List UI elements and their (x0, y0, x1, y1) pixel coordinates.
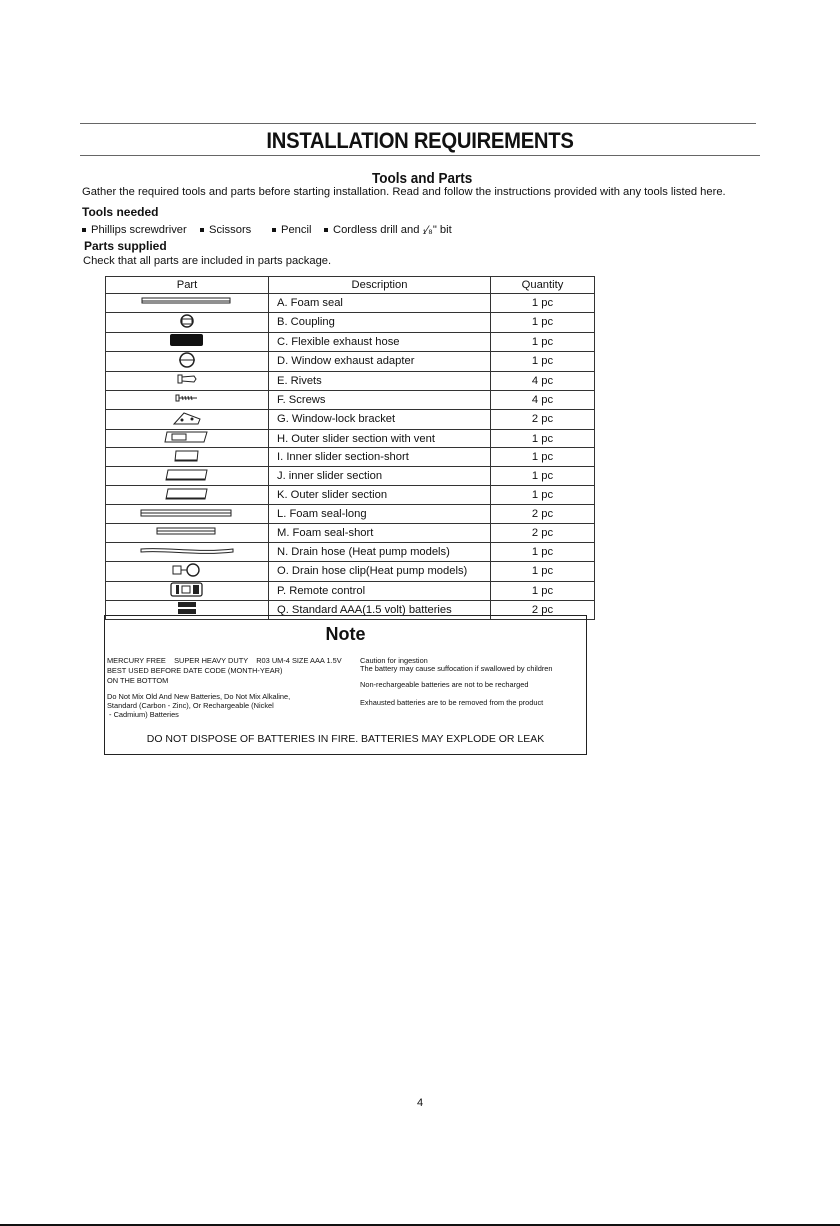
description-cell: A. Foam seal (269, 294, 491, 313)
quantity-cell: 2 pc (491, 409, 595, 429)
table-row (106, 371, 595, 390)
table-row (106, 351, 595, 371)
table-row (106, 294, 595, 313)
note-text: Caution for ingestion (360, 656, 428, 665)
parts-note: Check that all parts are included in parts package. (83, 255, 332, 267)
part-cell (106, 486, 269, 505)
note-text: - Cadmium) Batteries (107, 710, 179, 719)
bullet-icon (82, 228, 86, 232)
description-cell: E. Rivets (269, 371, 491, 390)
quantity-cell: 1 pc (491, 561, 595, 581)
note-text: Standard (Carbon - Zinc), Or Rechargeable (Nickel (107, 701, 274, 710)
table-row (106, 312, 595, 332)
column-header: Description (269, 277, 491, 294)
part-cell (106, 390, 269, 409)
batteries-icon (177, 601, 197, 615)
description-cell: I. Inner slider section-short (269, 448, 491, 467)
part-cell (106, 351, 269, 371)
description-cell: H. Outer slider section with vent (269, 429, 491, 448)
description-cell: C. Flexible exhaust hose (269, 332, 491, 351)
page-title: INSTALLATION REQUIREMENTS (266, 128, 574, 153)
quantity-cell: 1 pc (491, 429, 595, 448)
table-row (106, 505, 595, 524)
screw-icon (175, 393, 199, 403)
description-cell: D. Window exhaust adapter (269, 351, 491, 371)
foam-seal-icon (141, 295, 233, 307)
quantity-cell: 1 pc (491, 332, 595, 351)
tool-item: Cordless drill and ₁⁄₈" bit (324, 224, 452, 236)
page-number: 4 (416, 1097, 424, 1109)
quantity-cell: 4 pc (491, 390, 595, 409)
top-rule (80, 123, 756, 124)
quantity-cell: 1 pc (491, 351, 595, 371)
tool-item: Phillips screwdriver (82, 224, 187, 236)
bullet-icon (200, 228, 204, 232)
description-cell: B. Coupling (269, 312, 491, 332)
description-cell: M. Foam seal-short (269, 524, 491, 543)
note-text: BEST USED BEFORE DATE CODE (MONTH-YEAR) (107, 666, 283, 675)
quantity-cell: 2 pc (491, 505, 595, 524)
note-text: The battery may cause suffocation if swallowed by children (360, 664, 553, 673)
table-row (106, 486, 595, 505)
column-header: Quantity (491, 277, 595, 294)
note-text: Non-rechargeable batteries are not to be recharged (360, 680, 529, 689)
table-row (106, 542, 595, 561)
part-cell (106, 371, 269, 390)
table-row (106, 581, 595, 600)
foam-seal-short-icon (156, 525, 218, 537)
table-row (106, 390, 595, 409)
part-cell (106, 581, 269, 600)
note-box (104, 615, 587, 755)
column-header: Part (106, 277, 269, 294)
quantity-cell: 1 pc (491, 542, 595, 561)
note-text: Do Not Mix Old And New Batteries, Do Not Mix Alkaline, (107, 692, 291, 701)
description-cell: F. Screws (269, 390, 491, 409)
coupling-icon (178, 313, 196, 329)
tool-item: Pencil (272, 224, 311, 236)
description-cell: O. Drain hose clip(Heat pump models) (269, 561, 491, 581)
bullet-icon (272, 228, 276, 232)
battery-warning: DO NOT DISPOSE OF BATTERIES IN FIRE. BATTERIES MAY EXPLODE OR LEAK (146, 733, 545, 745)
quantity-cell: 2 pc (491, 524, 595, 543)
part-cell (106, 448, 269, 467)
table-row (106, 467, 595, 486)
rivet-icon (176, 373, 198, 385)
description-cell: L. Foam seal-long (269, 505, 491, 524)
quantity-cell: 1 pc (491, 312, 595, 332)
foam-seal-long-icon (140, 507, 234, 519)
tool-item: Scissors (200, 224, 251, 236)
table-row (106, 524, 595, 543)
quantity-cell: 1 pc (491, 486, 595, 505)
table-header-row (106, 277, 595, 294)
hose-clip-icon (171, 562, 203, 578)
description-cell: P. Remote control (269, 581, 491, 600)
slider-inner-icon (165, 468, 209, 482)
exhaust-hose-icon (169, 333, 205, 347)
part-cell (106, 561, 269, 581)
quantity-cell: 1 pc (491, 294, 595, 313)
quantity-cell: 1 pc (491, 467, 595, 486)
quantity-cell: 2 pc (491, 600, 595, 619)
table-row (106, 429, 595, 448)
drain-hose-icon (139, 544, 235, 556)
table-row (106, 448, 595, 467)
part-cell (106, 429, 269, 448)
description-cell: Q. Standard AAA(1.5 volt) batteries (269, 600, 491, 619)
note-text: ON THE BOTTOM (107, 676, 169, 685)
part-cell (106, 542, 269, 561)
description-cell: K. Outer slider section (269, 486, 491, 505)
bullet-icon (324, 228, 328, 232)
note-text: Exhausted batteries are to be removed from the product (360, 698, 544, 707)
part-cell (106, 467, 269, 486)
quantity-cell: 1 pc (491, 581, 595, 600)
parts-heading: Parts supplied (84, 239, 167, 253)
intro-text: Gather the required tools and parts before starting installation. Read and follow the instructions provided with any tools listed here. (82, 186, 726, 198)
description-cell: G. Window-lock bracket (269, 409, 491, 429)
remote-control-icon (170, 582, 204, 597)
table-row (106, 332, 595, 351)
table-row (106, 409, 595, 429)
part-cell (106, 332, 269, 351)
part-cell (106, 524, 269, 543)
slider-vent-icon (164, 430, 210, 444)
tools-heading: Tools needed (82, 205, 159, 219)
slider-outer-icon (165, 487, 209, 501)
slider-short-icon (174, 449, 200, 463)
bracket-icon (172, 410, 202, 426)
parts-table (105, 276, 595, 620)
note-title: Note (325, 624, 366, 644)
description-cell: J. inner slider section (269, 467, 491, 486)
quantity-cell: 4 pc (491, 371, 595, 390)
part-cell (106, 294, 269, 313)
part-cell (106, 409, 269, 429)
window-adapter-icon (177, 352, 197, 368)
part-cell (106, 312, 269, 332)
title-rule (80, 155, 760, 156)
table-row (106, 561, 595, 581)
section-title: Tools and Parts (372, 170, 473, 187)
description-cell: N. Drain hose (Heat pump models) (269, 542, 491, 561)
note-text: MERCURY FREE SUPER HEAVY DUTY R03 UM-4 SIZE AAA 1.5V (107, 656, 342, 665)
part-cell (106, 505, 269, 524)
quantity-cell: 1 pc (491, 448, 595, 467)
